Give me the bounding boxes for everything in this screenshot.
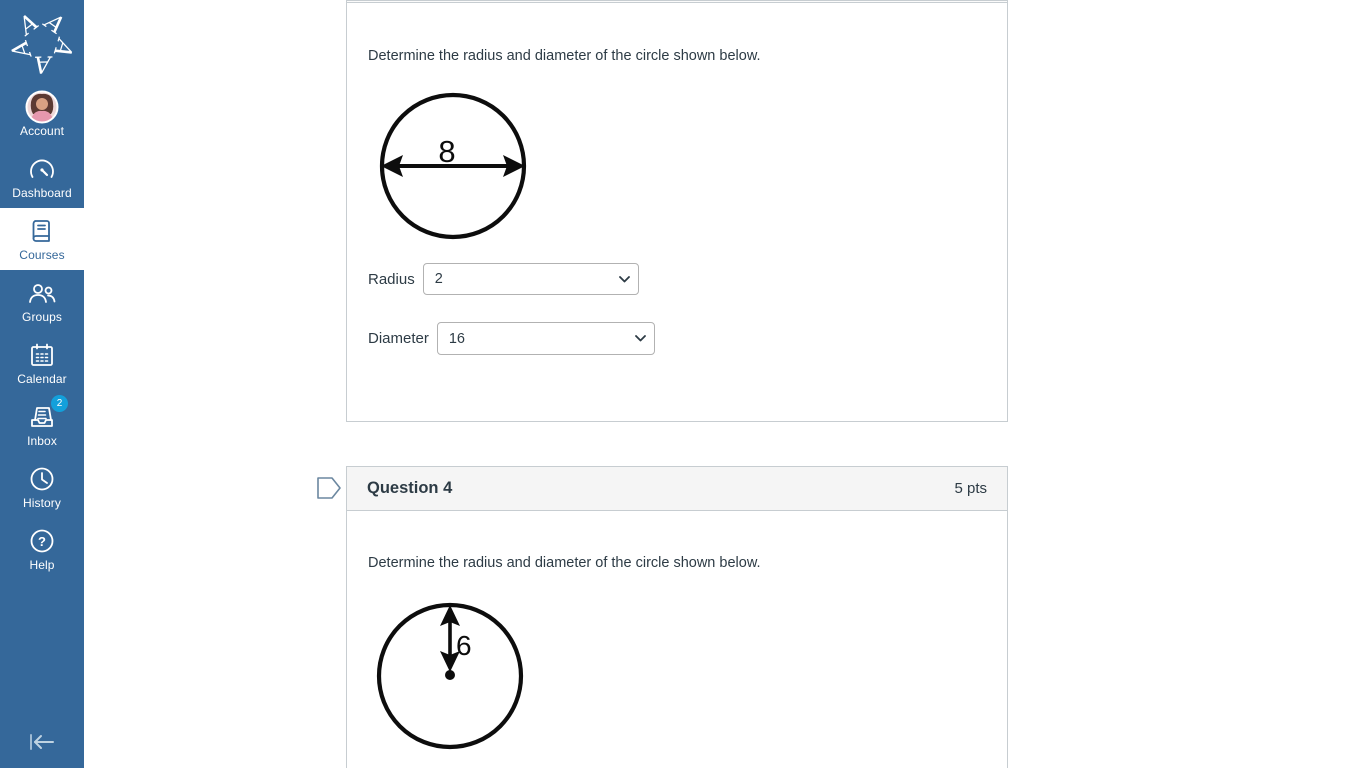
- collapse-sidebar-button[interactable]: [0, 724, 84, 760]
- question-3-body: [346, 0, 1008, 422]
- sidebar-item-inbox[interactable]: [0, 394, 84, 456]
- calendar-icon: [29, 340, 55, 370]
- arrow-to-left-icon: [27, 731, 57, 753]
- sidebar-item-account[interactable]: [0, 84, 84, 146]
- circle-radius-diagram: [373, 599, 527, 769]
- inbox-tray-icon: [28, 398, 63, 432]
- sidebar-item-calendar[interactable]: [0, 332, 84, 394]
- sidebar-item-courses[interactable]: [0, 208, 84, 270]
- diameter-value-label: 8: [438, 134, 456, 169]
- svg-text:A: A: [33, 50, 52, 79]
- star-of-a-letters-logo: [4, 4, 80, 80]
- svg-text:A: A: [39, 7, 70, 40]
- radius-label: Radius: [368, 270, 415, 288]
- gauge-icon: [28, 154, 56, 184]
- sidebar-item-label: Account: [19, 124, 65, 138]
- diameter-answer-row: [368, 322, 655, 355]
- school-logo[interactable]: [0, 0, 84, 84]
- sidebar-item-groups[interactable]: [0, 270, 84, 332]
- sidebar-item-label: History: [22, 496, 62, 510]
- clock-icon: [29, 464, 55, 494]
- radius-answer-row: [368, 263, 639, 295]
- radius-select[interactable]: [423, 263, 639, 295]
- radius-select-wrap: [423, 263, 639, 295]
- question-3-prompt: Determine the radius and diameter of the circle shown below.: [368, 48, 761, 64]
- diameter-label: Diameter: [368, 330, 429, 347]
- sidebar-item-label: Groups: [22, 310, 62, 324]
- question-3-header-remnant: [347, 1, 1007, 3]
- sidebar-item-help[interactable]: [0, 518, 84, 580]
- sidebar-item-label: Courses: [19, 248, 65, 262]
- question-4-title: Question 4: [367, 479, 453, 497]
- inbox-unread-badge: 2: [51, 395, 68, 412]
- question-4-points: 5 pts: [954, 480, 987, 497]
- sidebar-item-history[interactable]: [0, 456, 84, 518]
- flag-question-bookmark-icon[interactable]: [316, 476, 342, 500]
- question-4-header: [346, 466, 1008, 511]
- sidebar-item-label: Calendar: [17, 372, 67, 386]
- global-nav-sidebar: [0, 0, 84, 768]
- question-circle-icon: [29, 526, 55, 556]
- svg-text:A: A: [47, 36, 80, 61]
- svg-text:A: A: [13, 7, 44, 41]
- sidebar-item-dashboard[interactable]: [0, 146, 84, 208]
- svg-text:A: A: [4, 36, 37, 62]
- question-4-body: [346, 511, 1008, 768]
- diameter-select-wrap: [437, 322, 655, 355]
- circle-diameter-diagram: [377, 90, 529, 242]
- diameter-select[interactable]: [437, 322, 655, 355]
- book-icon: [29, 216, 55, 246]
- user-avatar: [25, 92, 59, 122]
- sidebar-item-label: Help: [29, 558, 55, 572]
- people-icon: [27, 278, 57, 308]
- question-4-prompt: Determine the radius and diameter of the circle shown below.: [368, 555, 761, 571]
- svg-text:?: ?: [38, 534, 46, 549]
- sidebar-item-label: Dashboard: [12, 186, 72, 200]
- sidebar-item-label: Inbox: [27, 434, 57, 448]
- radius-value-label: 6: [456, 630, 472, 661]
